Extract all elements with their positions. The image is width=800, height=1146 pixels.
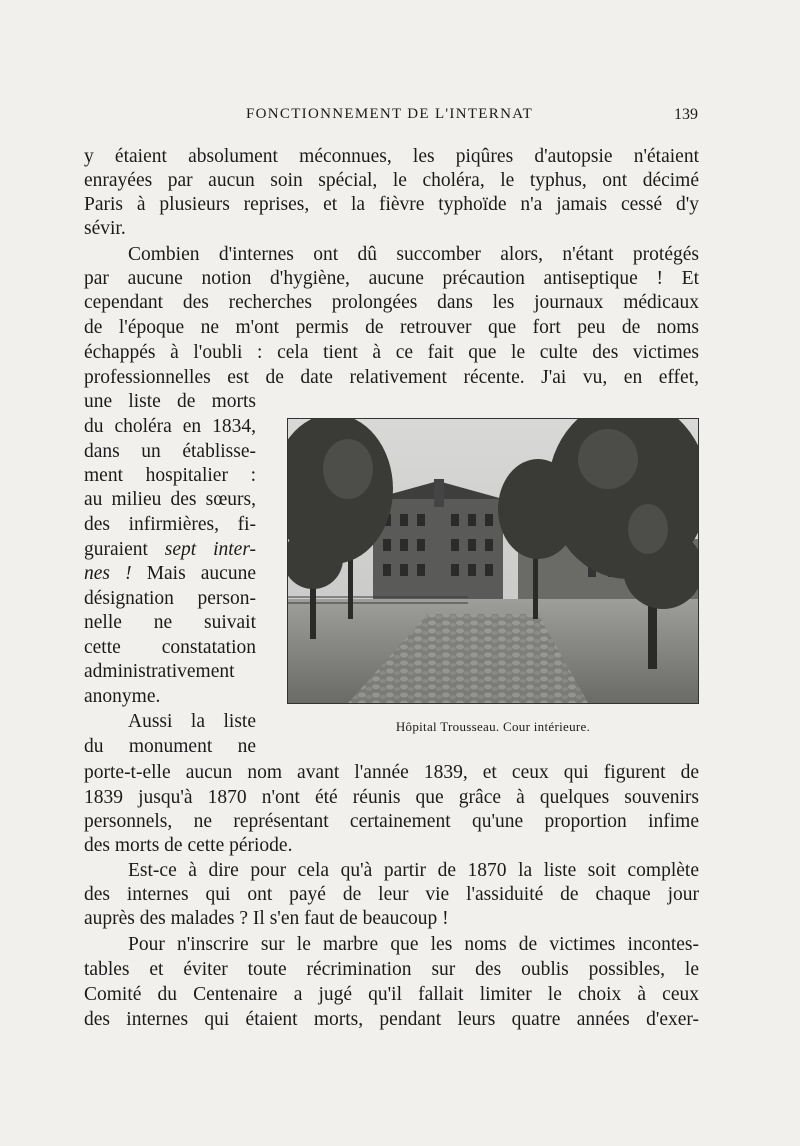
text-line: ment hospitalier : — [84, 465, 256, 486]
text-line: dans un établisse- — [84, 441, 256, 462]
text-line: par aucune notion d'hygiène, aucune précaution antiseptique ! Et — [84, 268, 699, 289]
text-line: échappés à l'oubli : cela tient à ce fait que le culte des victimes — [84, 342, 699, 363]
text-line: des internes qui ont payé de leur vie l'assiduité de chaque jour — [84, 884, 699, 905]
photo-illustration — [288, 419, 698, 703]
page-number: 139 — [674, 106, 698, 123]
text-line: y étaient absolument méconnues, les piqûres d'autopsie n'étaient — [84, 146, 699, 167]
text-line: 1839 jusqu'à 1870 n'ont été réunis que grâce à quelques souvenirs — [84, 787, 699, 808]
text-run: Mais aucune — [146, 563, 256, 584]
text-line: Est-ce à dire pour cela qu'à partir de 1870 la liste soit complète — [128, 860, 699, 881]
text-line: anonyme. — [84, 686, 161, 707]
text-line: Paris à plusieurs reprises, et la fièvre typhoïde n'a jamais cessé d'y — [84, 194, 699, 215]
text-line: Pour n'inscrire sur le marbre que les noms de victimes incontes- — [128, 934, 699, 955]
text-line: Comité du Centenaire a jugé qu'il fallait limiter le choix à ceux — [84, 984, 699, 1005]
text-line: tables et éviter toute récrimination sur des oublis possibles, le — [84, 959, 699, 980]
text-line: de l'époque ne m'ont permis de retrouver que fort peu de noms — [84, 317, 699, 338]
text-line: des infirmières, fi- — [84, 514, 256, 535]
text-run: guraient — [84, 539, 148, 560]
figure-caption: Hôpital Trousseau. Cour intérieure. — [395, 719, 591, 734]
text-line: nelle ne suivait — [84, 612, 256, 633]
text-line: Aussi la liste — [128, 711, 256, 732]
italic-run: sept inter- — [164, 539, 257, 560]
text-line — [84, 562, 256, 586]
text-line: administrativement — [84, 661, 235, 682]
text-line: Combien d'internes ont dû succomber alors, n'étant protégés — [128, 244, 699, 265]
text-line: au milieu des sœurs, — [84, 489, 256, 510]
running-title: FONCTIONNEMENT DE L'INTERNAT — [246, 106, 534, 122]
text-line: porte-t-elle aucun nom avant l'année 1839, et ceux qui figurent de — [84, 762, 699, 783]
text-line: sévir. — [84, 218, 126, 239]
text-line: une liste de morts — [84, 391, 256, 412]
text-line: du monument ne — [84, 736, 256, 757]
text-line: professionnelles est de date relativement récente. J'ai vu, en effet, — [84, 367, 699, 388]
text-line: cette constatation — [84, 637, 256, 658]
text-line: auprès des malades ? Il s'en faut de beaucoup ! — [84, 908, 449, 929]
text-line: du choléra en 1834, — [84, 416, 256, 437]
text-line — [84, 538, 256, 562]
text-line: personnels, ne représentant certainement qu'une proportion infime — [84, 811, 699, 832]
italic-run: nes ! — [84, 563, 132, 584]
text-line: désignation person- — [84, 588, 256, 609]
page-header — [0, 106, 800, 130]
text-line: des internes qui étaient morts, pendant leurs quatre années d'exer- — [84, 1009, 699, 1030]
text-line: enrayées par aucun soin spécial, le choléra, le typhus, ont décimé — [84, 170, 699, 191]
text-line: des morts de cette période. — [84, 835, 293, 856]
hospital-courtyard-photo — [287, 418, 699, 704]
text-line: cependant des recherches prolongées dans les journaux médicaux — [84, 292, 699, 313]
